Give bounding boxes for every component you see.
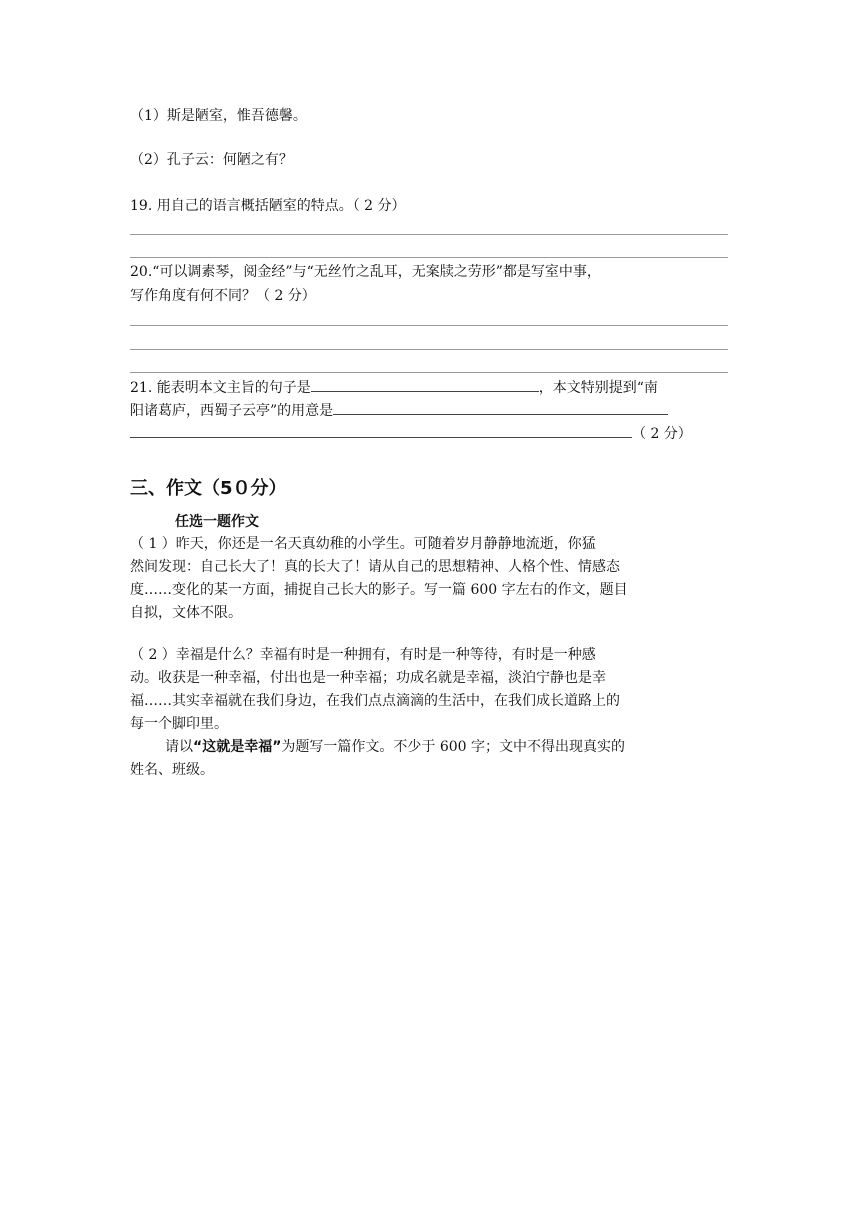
prompt-2-line: 每一个脚印里。 [130,716,228,732]
instruction-suffix: 为题写一篇作文。不少于 600 字；文中不得出现真实的 [281,739,626,755]
q20-line-1: 20.“可以调素琴，阅金经”与“无丝竹之乱耳，无案牍之劳形”都是写室中事， [130,264,601,280]
q18-item-1: （1）斯是陋室，惟吾德馨。 [130,108,307,124]
q21-prompt: 21. 能表明本文主旨的句子是 [130,380,311,396]
q21-line-3 [130,422,728,444]
instruction-line-1 [165,737,728,757]
prompt-2-line: （ 2 ）幸福是什么？幸福有时是一种拥有，有时是一种等待，有时是一种感 [130,647,596,663]
prompt-1-line: （ 1 ）昨天，你还是一名天真幼稚的小学生。可随着岁月静静地流逝，你猛 [130,536,596,552]
answer-line[interactable] [130,234,728,235]
composition-title: “这就是幸福” [193,739,282,755]
q21-prompt-purpose: 阳诸葛庐，西蜀子云亭”的用意是 [130,403,334,419]
q21-line-1 [130,376,728,398]
prompt-1-line: 自拟，文体不限。 [130,605,242,621]
instruction-line-2: 姓名、班级。 [130,762,214,778]
answer-line[interactable] [130,349,728,350]
section-heading: 三、作文（5０分） [130,478,287,499]
answer-line[interactable] [130,372,728,373]
q21-score: （ 2 分） [632,426,692,442]
prompt-1-line: 度……变化的某一方面，捕捉自己长大的影子。写一篇 600 字左右的作文，题目 [130,582,628,598]
prompt-2-line: 动。收获是一种幸福，付出也是一种幸福；功成名就是幸福，淡泊宁静也是幸 [130,670,606,686]
q19-text: 19. 用自己的语言概括陋室的特点。（ 2 分） [130,198,406,214]
q21-blank-purpose-cont[interactable] [130,422,632,438]
answer-line[interactable] [130,325,728,326]
q18-item-2: （2）孔子云：何陋之有？ [130,152,293,168]
answer-line[interactable] [130,257,728,258]
q21-prompt-cont: ，本文特别提到“南 [538,380,658,396]
q21-line-2 [130,399,728,421]
q21-blank-purpose[interactable] [333,399,668,415]
q20-line-2: 写作角度有何不同？（ 2 分） [130,288,316,304]
prompt-2-line: 福……其实幸福就在我们身边，在我们点点滴滴的生活中，在我们成长道路上的 [130,693,620,709]
prompt-1-line: 然间发现：自己长大了！真的长大了！请从自己的思想精神、人格个性、情感态 [130,559,620,575]
q21-blank-main-sentence[interactable] [311,376,539,392]
section-subheading: 任选一题作文 [175,514,259,530]
instruction-prefix: 请以 [165,739,193,755]
